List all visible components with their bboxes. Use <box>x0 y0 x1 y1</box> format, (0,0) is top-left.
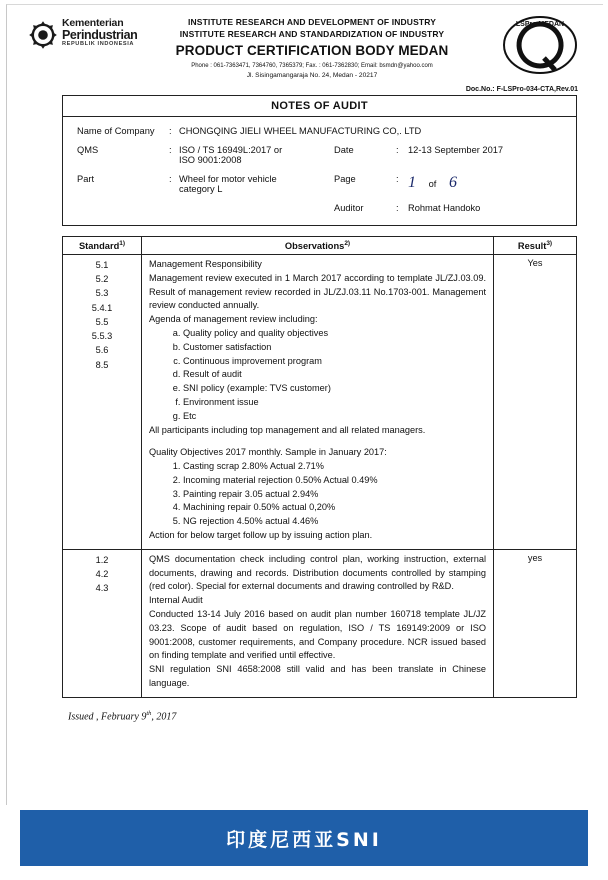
company-colon: : <box>169 125 172 136</box>
row1-std-4: 5.5 <box>95 316 109 327</box>
header-standard-text: Standard <box>78 240 120 251</box>
list-item: 5. NG rejection 4.50% actual 4.46% <box>183 515 486 529</box>
header-observations <box>142 236 494 254</box>
row2-std-2: 4.3 <box>95 583 109 594</box>
header-titles <box>130 14 494 80</box>
list-item: 3. Painting repair 3.05 actual 2.94% <box>183 488 486 502</box>
qms-label: QMS <box>77 144 99 155</box>
part-value-line-1: Wheel for motor vehicle <box>179 173 277 184</box>
row1-std-2: 5.3 <box>95 288 109 299</box>
header-observations-sup: 2) <box>344 239 351 247</box>
org-line-1: INSTITUTE RESEARCH AND DEVELOPMENT OF INDUSTRY <box>187 17 437 27</box>
header-result <box>494 236 577 254</box>
issued-date <box>68 710 580 722</box>
ministry-line-3: REPUBLIK INDONESIA <box>62 41 135 48</box>
page-total-handwritten: 6 <box>448 173 457 191</box>
row1-para-1: Management Responsibility <box>149 258 262 269</box>
list-item: 1. Casting scrap 2.80% Actual 2.71% <box>183 460 486 474</box>
page-of-label: of <box>428 178 437 189</box>
row1-std-5: 5.5.3 <box>91 331 113 342</box>
notes-body <box>63 117 576 225</box>
list-item: e. SNI policy (example: TVS customer) <box>183 382 486 396</box>
qms-value-line-2: ISO 9001:2008 <box>179 154 242 165</box>
company-label: Name of Company <box>77 125 155 136</box>
part-value <box>179 174 334 194</box>
auditor-spacer <box>77 203 169 213</box>
notes-row-auditor <box>77 203 562 213</box>
row2-para-4: SNI regulation SNI 4658:2008 still valid and has been translate in Chinese language. <box>149 664 486 689</box>
date-colon: : <box>396 144 399 155</box>
company-value: CHONGQING JIELI WHEEL MANUFACTURING CO,. LTD <box>179 125 422 136</box>
table-row <box>63 549 577 697</box>
row2-std-1: 4.2 <box>95 569 109 580</box>
list-item: g. Etc <box>183 410 486 424</box>
notes-page-group <box>334 174 562 194</box>
list-item: 4. Machining repair 0.50% actual 0,20% <box>183 501 486 515</box>
table-header-row <box>63 236 577 254</box>
row1-result: Yes <box>494 254 577 549</box>
auditor-spacer-colon <box>169 203 179 213</box>
ministry-logo-text <box>62 18 137 48</box>
ministry-line-1: Kementerian <box>62 17 124 29</box>
row2-para-2: Internal Audit <box>149 595 203 606</box>
ministry-line-2: Perindustrian <box>62 27 138 42</box>
row2-observations <box>142 549 494 697</box>
list-item: d. Result of audit <box>183 368 486 382</box>
row1-std-6: 5.6 <box>95 345 109 356</box>
part-colon: : <box>169 173 172 184</box>
issued-year: , 2017 <box>151 711 177 723</box>
contact-line: Phone : 061-7363471, 7364760, 7365379; Fax. : 061-7362830; Email: bsmdn@yahoo.com <box>191 62 433 69</box>
row1-std-1: 5.2 <box>95 274 109 285</box>
row1-std-0: 5.1 <box>95 259 109 270</box>
row1-para-5: Quality Objectives 2017 monthly. Sample in January 2017: <box>149 447 387 458</box>
auditor-value: Rohmat Handoko <box>408 202 481 213</box>
notes-row-qms <box>77 145 562 165</box>
row1-para-4: All participants including top management and all related managers. <box>149 424 426 435</box>
row1-objectives-list <box>149 460 486 529</box>
auditor-spacer-value <box>179 203 334 213</box>
row2-std-0: 1.2 <box>95 554 109 565</box>
table-row <box>63 254 577 549</box>
row1-para-3: Agenda of management review including: <box>149 314 318 325</box>
part-label: Part <box>77 173 95 184</box>
row1-para-2: Management review executed in 1 March 2017 according to template JL/ZJ.03.09. Result of management review recorded in JL/ZJ.03.11 No.1703-001. Management review conducted annually. <box>149 272 486 311</box>
svg-text:LSPro MEDAN: LSPro MEDAN <box>515 21 565 28</box>
page-value <box>408 174 562 194</box>
ministry-logo <box>28 14 138 50</box>
auditor-label: Auditor <box>334 202 364 213</box>
document-content <box>28 14 580 722</box>
notes-row-company <box>77 126 562 136</box>
qms-value-line-1: ISO / TS 16949L:2017 or <box>179 144 283 155</box>
issued-text: Issued , February 9 <box>68 711 147 723</box>
date-label: Date <box>334 144 354 155</box>
header-result-sup: 3) <box>546 239 553 247</box>
row1-agenda-list <box>149 327 486 424</box>
row1-observations <box>142 254 494 549</box>
row1-std-3: 5.4.1 <box>91 302 113 313</box>
audit-table-body <box>63 254 577 697</box>
part-value-line-2: category L <box>179 183 223 194</box>
row2-result: yes <box>494 549 577 697</box>
banner-label: 印度尼西亚SNI <box>226 828 382 851</box>
header-observations-text: Observations <box>284 240 345 251</box>
qms-colon: : <box>169 144 172 155</box>
org-line-2: INSTITUTE RESEARCH AND STANDARDIZATION OF INDUSTRY <box>179 29 445 40</box>
auditor-colon: : <box>396 202 399 213</box>
list-item: b. Customer satisfaction <box>183 341 486 355</box>
row2-standards <box>63 549 142 697</box>
date-value: 12-13 September 2017 <box>408 144 504 155</box>
header-standard <box>63 236 142 254</box>
address-line: Jl. Sisingamangaraja No. 24, Medan - 20217 <box>246 71 378 79</box>
row1-standards <box>63 254 142 549</box>
row2-para-1: QMS documentation check including control plan, working instruction, external documents, drawing and records. Distribution documents controlled by stamping (red color). Special for external documents and drawing controlled by R&D. <box>149 553 486 592</box>
row1-para-6: Action for below target follow up by issuing action plan. <box>149 530 373 541</box>
doc-number: Doc.No.: F-LSPro-034-CTA,Rev.01 <box>465 85 578 93</box>
lspro-seal-logo <box>500 14 580 76</box>
notes-of-audit-box <box>62 95 577 226</box>
notes-row-part <box>77 174 562 194</box>
list-item: c. Continuous improvement program <box>183 355 486 369</box>
list-item: f. Environment issue <box>183 396 486 410</box>
document-header <box>28 14 580 80</box>
row2-para-3: Conducted 13-14 July 2016 based on audit plan number 160718 template JL/JZ 03.23. Scope of audit based on regulation, ISO / TS 169149:2009 or ISO 9001:2008, customer requirements, and Company procedure. NCR issued based on finding template and verified until effective. <box>149 609 486 661</box>
gear-icon <box>28 20 58 50</box>
notes-auditor-group <box>334 203 562 213</box>
header-standard-sup: 1) <box>119 239 126 247</box>
qms-value <box>179 145 334 165</box>
document-org-title: PRODUCT CERTIFICATION BODY MEDAN <box>175 42 449 58</box>
notes-title: NOTES OF AUDIT <box>63 96 576 117</box>
page-label: Page <box>334 173 356 184</box>
list-item: a. Quality policy and quality objectives <box>183 327 486 341</box>
header-result-text: Result <box>517 240 547 251</box>
list-item: 2. Incoming material rejection 0.50% Actual 0.49% <box>183 474 486 488</box>
bottom-banner <box>20 810 588 866</box>
audit-table <box>62 236 577 698</box>
issued-sup: th <box>146 709 152 717</box>
row1-std-7: 8.5 <box>95 359 109 370</box>
notes-date-group <box>334 145 562 165</box>
page-colon: : <box>396 173 399 184</box>
audit-table-head <box>63 236 577 254</box>
page-current-handwritten: 1 <box>408 173 416 191</box>
row1-gap <box>149 437 486 446</box>
